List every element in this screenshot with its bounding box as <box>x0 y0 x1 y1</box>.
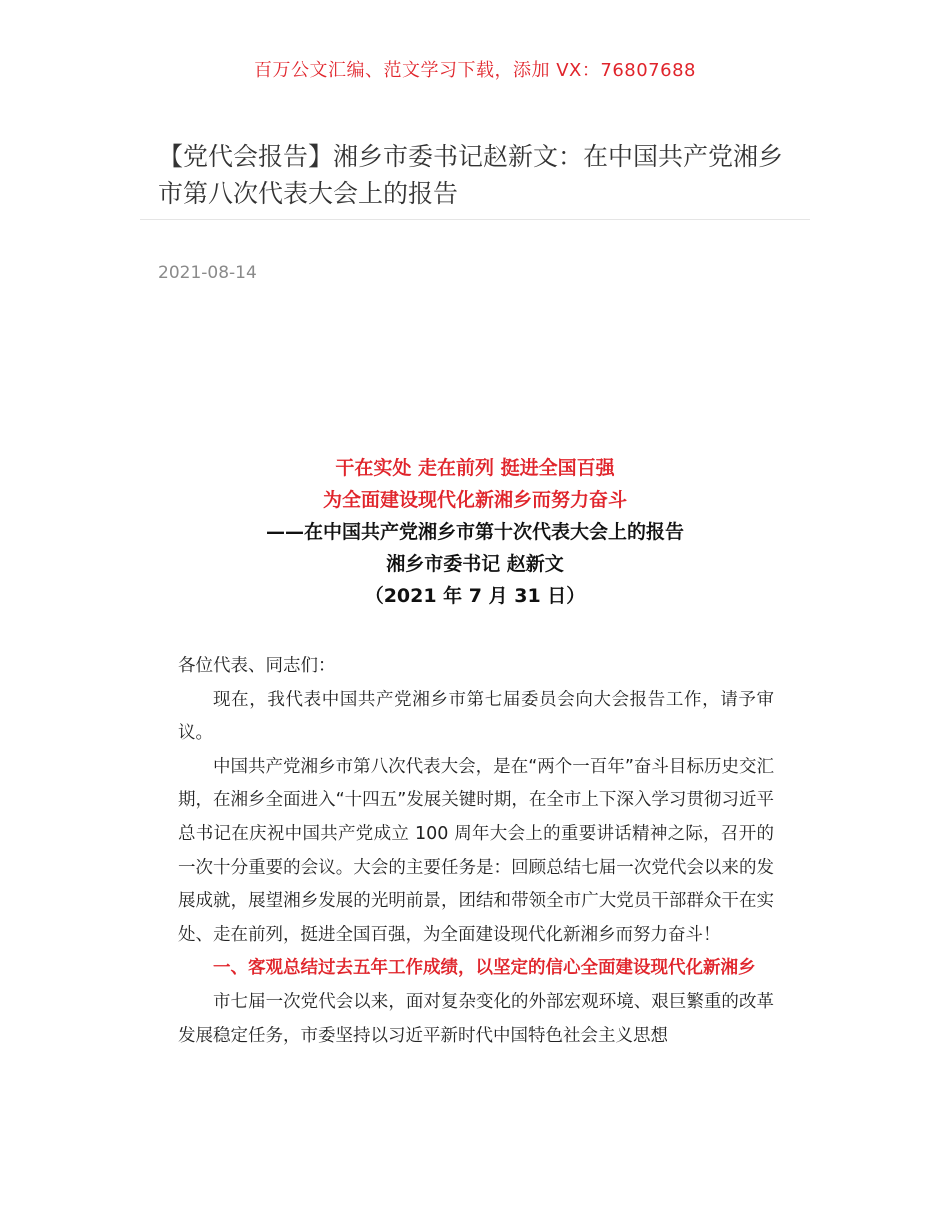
report-author: 湘乡市委书记 赵新文 <box>386 553 564 575</box>
report-body <box>178 650 774 1053</box>
publish-date: 2021-08-14 <box>158 263 257 283</box>
report-heading <box>0 452 950 612</box>
top-banner: 百万公文汇编、范文学习下载，添加 VX：76807688 <box>254 60 696 81</box>
report-main-title-line-1: 干在实处 走在前列 挺进全国百强 <box>335 457 615 479</box>
title-divider <box>140 219 810 220</box>
body-paragraph: 市七届一次党代会以来，面对复杂变化的外部宏观环境、艰巨繁重的改革发展稳定任务，市委坚持以习近平新时代中国特色社会主义思想 <box>178 991 774 1046</box>
report-subtitle: ——在中国共产党湘乡市第十次代表大会上的报告 <box>265 521 684 543</box>
article-title: 【党代会报告】湘乡市委书记赵新文：在中国共产党湘乡市第八次代表大会上的报告 <box>158 142 784 208</box>
section-heading: 一、客观总结过去五年工作成绩，以坚定的信心全面建设现代化新湘乡 <box>213 958 756 979</box>
salutation: 各位代表、同志们： <box>178 656 336 676</box>
report-date: （2021 年 7 月 31 日） <box>364 585 586 607</box>
body-paragraph: 现在，我代表中国共产党湘乡市第七届委员会向大会报告工作，请予审议。 <box>178 689 774 744</box>
report-main-title-line-2: 为全面建设现代化新湘乡而努力奋斗 <box>322 489 627 511</box>
body-paragraph: 中国共产党湘乡市第八次代表大会，是在“两个一百年”奋斗目标历史交汇期，在湘乡全面进入“十四五”发展关键时期，在全市上下深入学习贯彻习近平总书记在庆祝中国共产党成立 100 周年大会上的重要讲话精神之际，召开的一次十分重要的会议。大会的主要任务是：回顾总结七届一次党代会以来的发展成就，展望湘乡发展的光明前景，团结和带领全市广大党员干部群众干在实处、走在前列，挺进全国百强，为全面建设现代化新湘乡而努力奋斗！ <box>178 756 774 945</box>
